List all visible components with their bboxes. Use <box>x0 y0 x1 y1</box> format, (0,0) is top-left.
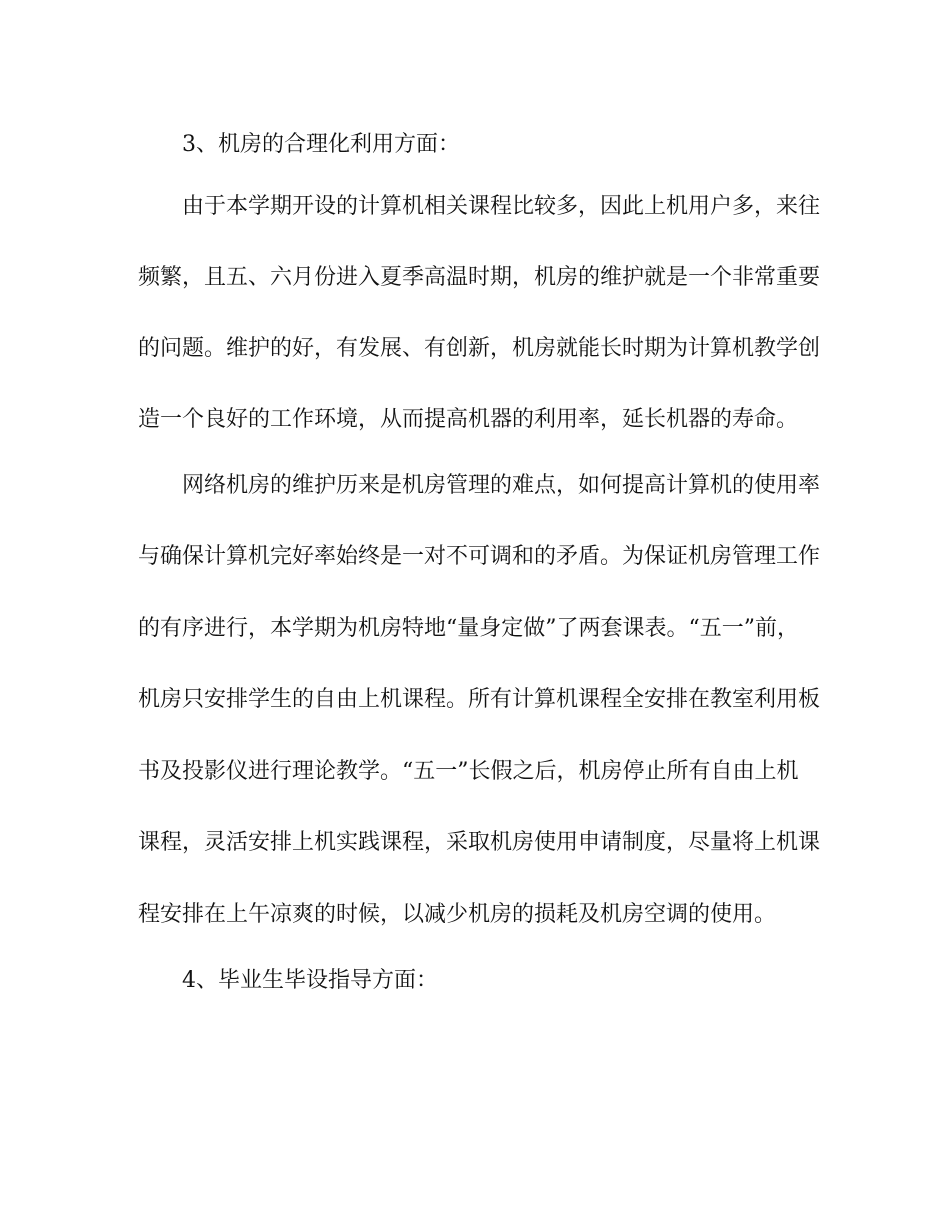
paragraph-line: 频繁，且五、六月份进入夏季高温时期，机房的维护就是一个非常重要 <box>138 265 821 290</box>
paragraph-line: 造一个良好的工作环境，从而提高机器的利用率，延长机器的寿命。 <box>138 407 799 432</box>
paragraph-line: 的问题。维护的好，有发展、有创新，机房就能长时期为计算机教学创 <box>138 336 821 361</box>
section-heading-3: 3、机房的合理化利用方面： <box>182 132 460 157</box>
paragraph-line: 与确保计算机完好率始终是一对不可调和的矛盾。为保证机房管理工作 <box>138 544 821 569</box>
paragraph-line: 课程，灵活安排上机实践课程，采取机房使用申请制度，尽量将上机课 <box>138 830 821 855</box>
paragraph-line: 程安排在上午凉爽的时候，以减少机房的损耗及机房空调的使用。 <box>138 902 777 927</box>
paragraph-line: 网络机房的维护历来是机房管理的难点，如何提高计算机的使用率 <box>182 473 821 498</box>
paragraph-line: 由于本学期开设的计算机相关课程比较多，因此上机用户多，来往 <box>182 194 821 219</box>
paragraph-line: 的有序进行，本学期为机房特地“量身定做”了两套课表。“五一”前， <box>138 616 799 641</box>
paragraph-line: 书及投影仪进行理论教学。“五一”长假之后，机房停止所有自由上机 <box>138 759 799 784</box>
section-heading-4: 4、毕业生毕设指导方面： <box>182 968 438 993</box>
paragraph-line: 机房只安排学生的自由上机课程。所有计算机课程全安排在教室利用板 <box>138 687 821 712</box>
